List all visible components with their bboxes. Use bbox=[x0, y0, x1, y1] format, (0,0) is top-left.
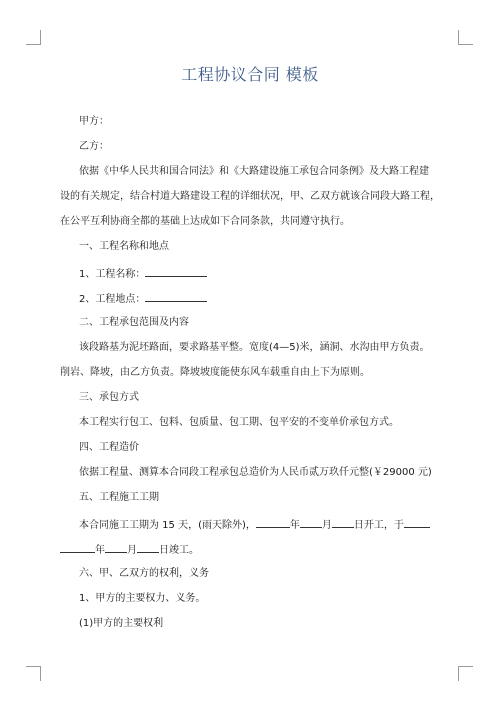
schedule-line-2 bbox=[60, 541, 199, 558]
schedule-text: 本合同施工工期为 15 天，(雨天除外)， bbox=[79, 520, 256, 531]
section-4-heading: 四、工程造价 bbox=[79, 442, 139, 453]
start-day-blank bbox=[332, 516, 354, 528]
start-year-blank bbox=[256, 516, 290, 528]
start-month-blank bbox=[300, 516, 322, 528]
party-a-label: 甲方： bbox=[79, 116, 109, 127]
end-month-blank bbox=[105, 541, 127, 553]
section-2-heading: 二、工程承包范围及内容 bbox=[79, 317, 189, 328]
schedule-text: 年 bbox=[289, 520, 300, 531]
project-location-row bbox=[79, 290, 207, 307]
schedule-text: 日竣工。 bbox=[159, 545, 199, 556]
schedule-text: 月 bbox=[127, 545, 137, 556]
contract-method-text: 本工程实行包工、包料、包质量、包工期、包平安的不变单价承包方式。 bbox=[79, 417, 399, 428]
project-name-row bbox=[79, 265, 207, 282]
section-6-heading: 六、甲、乙双方的权利，义务 bbox=[79, 568, 209, 579]
project-name-blank bbox=[145, 265, 207, 277]
section-3-heading: 三、承包方式 bbox=[79, 392, 139, 403]
crop-mark-top-right bbox=[458, 30, 473, 45]
section-5-heading: 五、工程施工工期 bbox=[79, 492, 159, 503]
scope-line: 该段路基为泥坯路面，要求路基平整。宽度(4—5)米，涵洞、水沟由甲方负责。 bbox=[79, 342, 430, 353]
party-b-label: 乙方： bbox=[79, 141, 109, 152]
project-location-blank bbox=[145, 290, 207, 302]
end-year-blank-start bbox=[404, 516, 430, 528]
project-location-label: 2、工程地点： bbox=[79, 294, 146, 305]
document-title: 工程协议合同 模板 bbox=[181, 65, 319, 84]
preamble-line: 依据《中华人民共和国合同法》和《大路建设施工承包合同条例》及大路工程建 bbox=[79, 166, 429, 177]
preamble-line: 在公平互利协商全都的基础上达成如下合同条款，共同遵守执行。 bbox=[60, 216, 350, 227]
section-6-sub-1: 1、甲方的主要权力、义务。 bbox=[79, 593, 206, 604]
crop-mark-top-left bbox=[26, 30, 41, 45]
crop-mark-bottom-left bbox=[26, 666, 41, 681]
contract-price-text: 依据工程量、测算本合同段工程承包总造价为人民币贰万玖仟元整(￥29000 元) bbox=[79, 467, 432, 478]
schedule-text: 年 bbox=[95, 545, 105, 556]
scope-line: 削岩、降坡，由乙方负责。降坡坡度能使东风车载重自由上下为原则。 bbox=[60, 367, 370, 378]
section-6-sub-1a: (1)甲方的主要权利 bbox=[79, 618, 164, 629]
schedule-text: 日开工，于 bbox=[353, 520, 404, 531]
crop-mark-bottom-right bbox=[458, 666, 473, 681]
section-1-heading: 一、工程名称和地点 bbox=[79, 241, 169, 252]
end-day-blank bbox=[137, 541, 159, 553]
end-year-blank bbox=[60, 541, 95, 553]
schedule-text: 月 bbox=[321, 520, 332, 531]
project-name-label: 1、工程名称： bbox=[79, 269, 146, 280]
schedule-line-1 bbox=[79, 516, 430, 533]
preamble-line: 设的有关规定，结合村道大路建设工程的详细状况，甲、乙双方就该合同段大路工程， bbox=[60, 191, 440, 202]
